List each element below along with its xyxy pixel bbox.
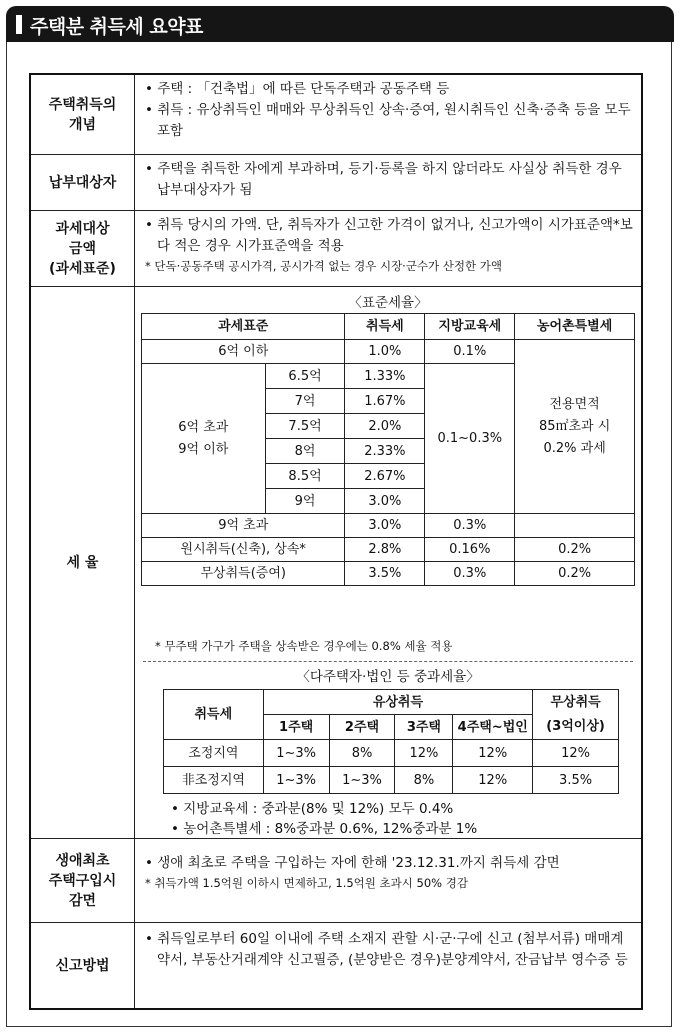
content-base [135,211,641,287]
col-head-acq: 취득세 [345,314,425,340]
page-title: 주택분 취득세 요약표 [30,16,203,38]
title-bar [6,6,674,42]
content-report [135,923,641,1008]
heavy-1-1: 1~3% [263,740,329,767]
heavy-area-2: 非조정지역 [164,767,264,794]
heavy-head-free-sub: (3억이상) [533,715,619,740]
title-marker [16,15,22,34]
mid-base-1: 6.5억 [265,364,345,389]
col-head-rural: 농어촌특별세 [515,314,635,340]
report-line: • 취득일로부터 60일 이내에 주택 소재지 관할 시·군·구에 신고 (첨부서류) 매매계약서, 부동산거래계약 신고필증, (분양받은 경우)분양계약서, 잔금납부 영수증 등 [145,931,628,968]
mid-base-3: 7.5억 [265,414,345,439]
gift-base: 무상취득(증여) [142,562,345,586]
heavy-2-1: 1~3% [263,767,329,794]
heavy-head-paid: 유상취득 [263,690,532,715]
orig-base: 원시취득(신축), 상속* [142,538,345,562]
col-head-base: 과세표준 [142,314,345,340]
heavy-col-4: 4주택~법인 [453,715,533,740]
heavy-2-3: 8% [395,767,453,794]
r6-edu: 0.1% [425,340,515,364]
mid-base-4: 8억 [265,439,345,464]
first-line: • 생애 최초로 주택을 구입하는 자에 한해 '23.12.31.까지 취득세 감면 [145,855,560,871]
r6-acq: 1.0% [345,340,425,364]
base-line: • 취득 당시의 가액. 단, 취득자가 신고한 가격이 없거나, 신고가액이 시가표준액*보다 적은 경우 시가표준액을 적용 [145,217,633,254]
heavy-note-2: • 농어촌특별세 : 8%중과분 0.6%, 12%중과분 1% [171,821,478,837]
mid-edu: 0.1~0.3% [425,364,515,514]
heavy-rate-caption: 〈다주택자·법인 등 중과세율〉 [296,669,480,685]
mid-acq-3: 2.0% [345,414,425,439]
content-payer [135,155,641,211]
col-head-edu: 지방교육세 [425,314,515,340]
base-note: * 단독·공동주택 공시가격, 공시가격 없는 경우 시장·군수가 산정한 가액 [145,259,503,273]
content-first [135,839,641,923]
label-base: 과세대상 금액 (과세표준) [31,211,135,287]
heavy-col-3: 3주택 [395,715,453,740]
mid-acq-2: 1.67% [345,389,425,414]
heavy-col-1: 1주택 [263,715,329,740]
summary-table [29,73,643,1010]
mid-group: 6억 초과 9억 이하 [142,364,266,514]
mid-base-2: 7억 [265,389,345,414]
rural-note: 전용면적 85㎡초과 시 0.2% 과세 [515,340,635,514]
dashed-divider [143,661,633,662]
heavy-head-free: 무상취득 [533,690,619,715]
r6-base: 6억 이하 [142,340,345,364]
heavy-1-4: 12% [453,740,533,767]
standard-rate-table [141,313,635,586]
heavy-rate-table [163,689,619,794]
heavy-2-2: 1~3% [329,767,395,794]
gift-acq: 3.5% [345,562,425,586]
label-payer: 납부대상자 [31,155,135,211]
gift-edu: 0.3% [425,562,515,586]
heavy-2-4: 12% [453,767,533,794]
heavy-1-free: 12% [533,740,619,767]
orig-acq: 2.8% [345,538,425,562]
gift-rural: 0.2% [515,562,635,586]
orig-rural: 0.2% [515,538,635,562]
label-concept: 주택취득의 개념 [31,75,135,155]
heavy-area-1: 조정지역 [164,740,264,767]
r9-base: 9억 초과 [142,514,345,538]
r9-rural [515,514,635,538]
first-note: * 취득가액 1.5억원 이하시 면제하고, 1.5억원 초과시 50% 경감 [145,876,468,890]
mid-base-6: 9억 [265,489,345,514]
mid-acq-4: 2.33% [345,439,425,464]
concept-line-2: • 취득 : 유상취득인 매매와 무상취득인 상속·증여, 원시취득인 신축·증축 등을 모두 포함 [145,102,631,139]
mid-acq-6: 3.0% [345,489,425,514]
standard-note: * 무주택 가구가 주택을 상속받은 경우에는 0.8% 세율 적용 [155,639,453,653]
heavy-1-3: 12% [395,740,453,767]
mid-acq-5: 2.67% [345,464,425,489]
mid-acq-1: 1.33% [345,364,425,389]
concept-line-1: • 주택 : 「건축법」에 따른 단독주택과 공동주택 등 [145,81,450,97]
content-concept [135,75,641,155]
content-rate [135,287,641,839]
payer-line: • 주택을 취득한 자에게 부과하며, 등기·등록을 하지 않더라도 사실상 취득한 경우 납부대상자가 됨 [145,161,622,198]
mid-base-5: 8.5억 [265,464,345,489]
heavy-col-2: 2주택 [329,715,395,740]
heavy-1-2: 8% [329,740,395,767]
label-report: 신고방법 [31,923,135,1008]
label-first: 생애최초 주택구입시 감면 [31,839,135,923]
orig-edu: 0.16% [425,538,515,562]
heavy-2-free: 3.5% [533,767,619,794]
r9-acq: 3.0% [345,514,425,538]
heavy-note-1: • 지방교육세 : 중과분(8% 및 12%) 모두 0.4% [171,801,454,817]
standard-rate-caption: 〈표준세율〉 [348,295,428,311]
label-rate: 세 율 [31,287,135,839]
heavy-head-tax: 취득세 [164,690,264,740]
r9-edu: 0.3% [425,514,515,538]
